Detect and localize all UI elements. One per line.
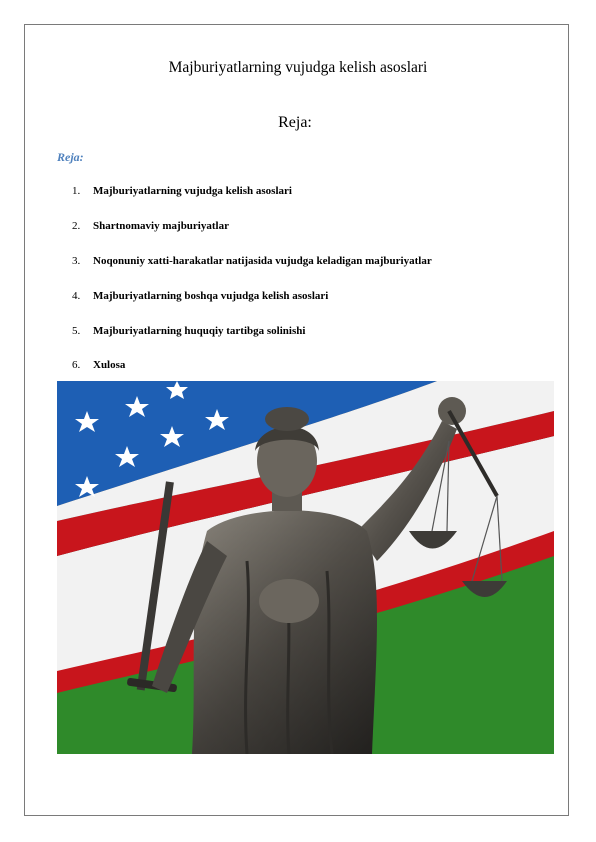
plan-item-text: Noqonuniy xatti-harakatlar natijasida vujudga keladigan majburiyatlar bbox=[93, 255, 432, 267]
plan-item bbox=[72, 220, 229, 232]
lady-justice-illustration bbox=[57, 381, 554, 754]
plan-item-number: 6. bbox=[72, 359, 81, 371]
plan-item bbox=[72, 325, 305, 337]
plan-item-number: 2. bbox=[72, 220, 81, 232]
plan-item-text: Majburiyatlarning vujudga kelish asoslari bbox=[93, 185, 292, 197]
plan-item-text: Majburiyatlarning huquqiy tartibga solinishi bbox=[93, 325, 306, 337]
plan-item-number: 3. bbox=[72, 255, 81, 267]
plan-item-number: 1. bbox=[72, 185, 81, 197]
raised-hand bbox=[438, 397, 466, 425]
plan-heading: Reja: bbox=[278, 114, 312, 131]
plan-item-number: 4. bbox=[72, 290, 81, 302]
plan-item bbox=[72, 185, 292, 197]
plan-item bbox=[72, 359, 125, 371]
plan-item-text: Xulosa bbox=[93, 359, 126, 371]
plan-item bbox=[72, 255, 432, 267]
plan-item-text: Majburiyatlarning boshqa vujudga kelish asoslari bbox=[93, 290, 329, 302]
plan-label: Reja: bbox=[57, 150, 84, 164]
plan-item-number: 5. bbox=[72, 325, 81, 337]
lady-justice-image bbox=[57, 381, 554, 754]
plan-item-text: Shartnomaviy majburiyatlar bbox=[93, 220, 229, 232]
document-title: Majburiyatlarning vujudga kelish asoslari bbox=[168, 59, 428, 76]
plan-item bbox=[72, 290, 328, 302]
breastplate bbox=[259, 579, 319, 623]
